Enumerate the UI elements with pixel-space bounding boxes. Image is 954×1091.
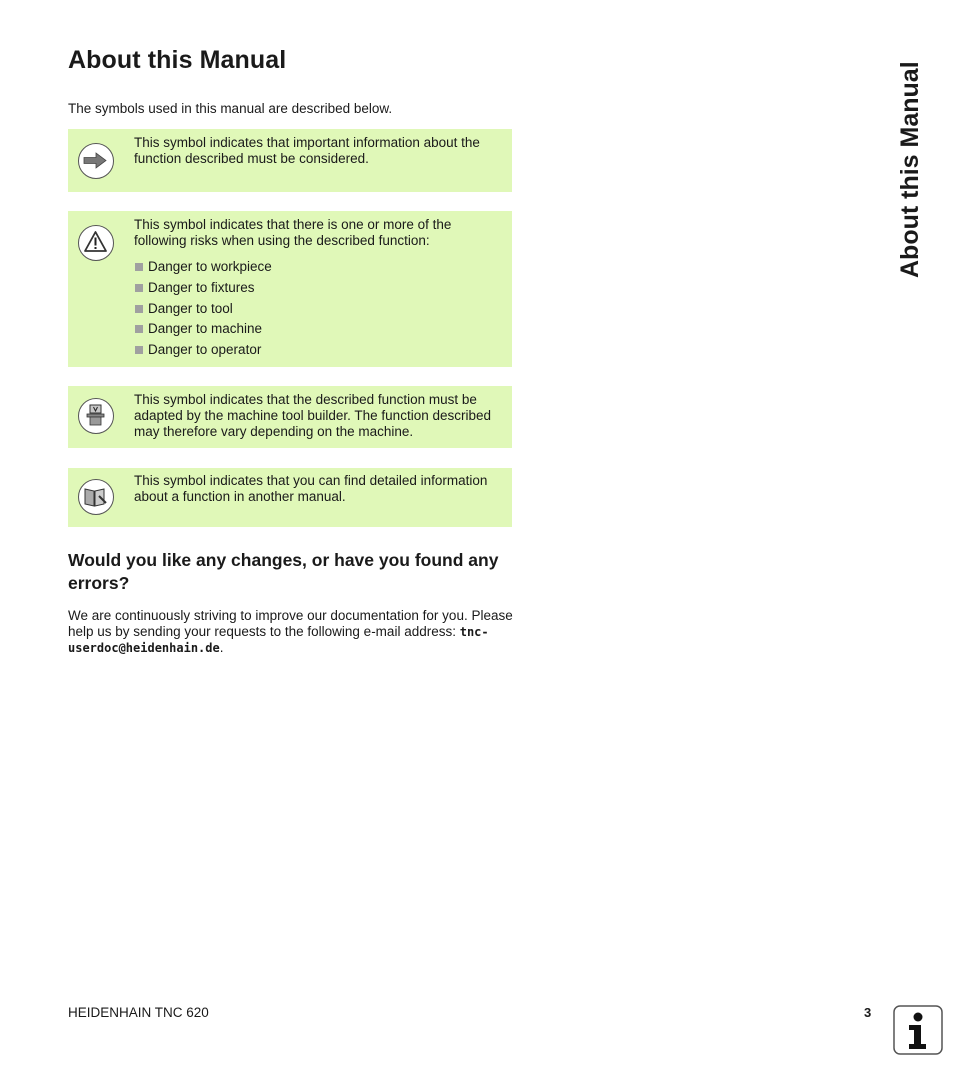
note-other-manual [68,468,512,527]
intro-text: The symbols used in this manual are described below. [68,101,393,116]
list-item: Danger to machine [134,321,502,342]
note-text: This symbol indicates that important information about the function described must be considered. [134,135,480,166]
warning-triangle-icon [78,225,114,261]
info-icon [893,1005,943,1055]
note-text: This symbol indicates that you can find detailed information about a function in another manual. [134,473,488,504]
bullet-square-icon [135,284,143,292]
feedback-heading: Would you like any changes, or have you found any errors? [68,550,499,593]
page-number: 3 [864,1005,872,1020]
machine-tool-builder-icon [78,398,114,434]
list-item: Danger to workpiece [134,259,502,280]
note-danger-body [134,217,502,363]
note-text: This symbol indicates that there is one or more of the following risks when using the described function: [134,217,452,248]
note-text: This symbol indicates that the described function must be adapted by the machine tool builder. The function described may therefore vary depending on the machine. [134,392,491,439]
note-important-info [68,129,512,192]
list-item: Danger to fixtures [134,280,502,301]
bullet-square-icon [135,263,143,271]
danger-list [134,259,502,363]
page-title: About this Manual [68,46,287,74]
bullet-square-icon [135,346,143,354]
arrow-right-icon [78,143,114,179]
note-danger [68,211,512,367]
footer-product: HEIDENHAIN TNC 620 [68,1005,209,1020]
note-machine-builder [68,386,512,448]
bullet-square-icon [135,325,143,333]
side-title: About this Manual [896,61,924,278]
email-link[interactable]: tnc-userdoc@heidenhain.de [68,625,489,655]
list-item: Danger to tool [134,301,502,322]
bullet-square-icon [135,305,143,313]
book-reference-icon [78,479,114,515]
feedback-text: We are continuously striving to improve our documentation for you. Please help us by sending your requests to the following e-mail address: tnc-userdoc@heidenhain.de. [68,608,513,655]
list-item: Danger to operator [134,342,502,363]
